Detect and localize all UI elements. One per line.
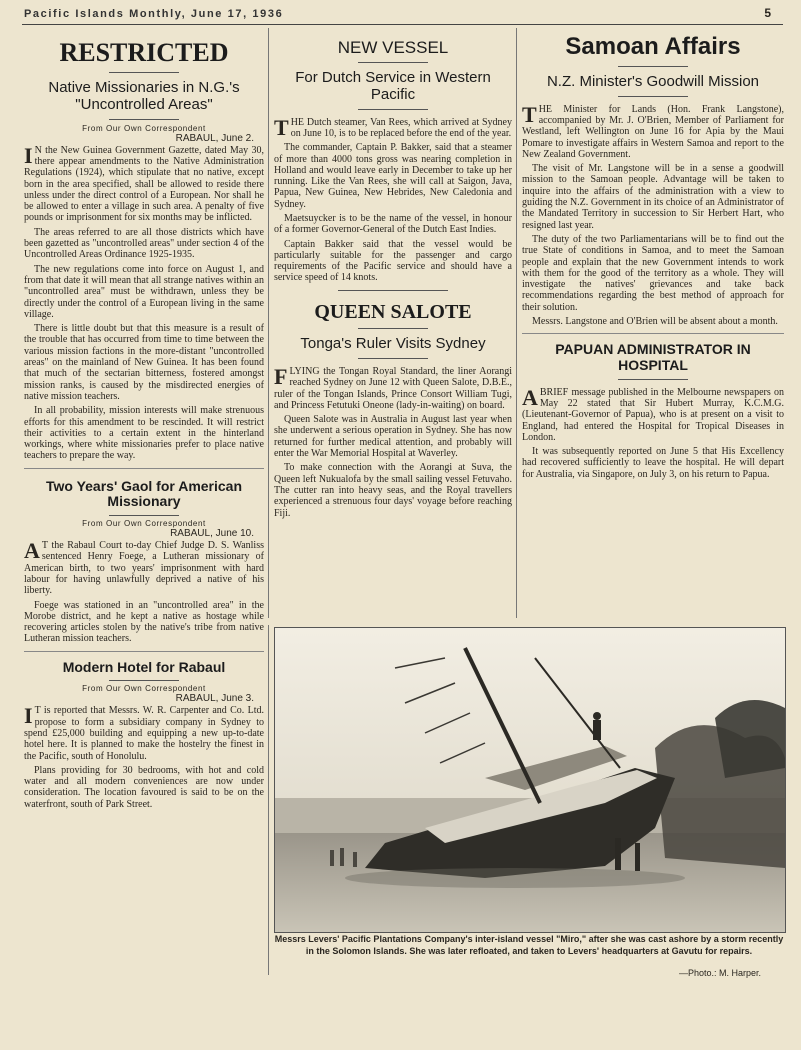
dateline: RABAUL, June 2. — [175, 132, 254, 144]
dateline: RABAUL, June 10. — [170, 528, 254, 540]
article-separator — [24, 468, 264, 469]
article-american-missionary — [24, 479, 264, 645]
article-paragraph: To make connection with the Aorangi at Suva, the Queen left Nukualofa by the small sailing vessel Fetuvaho. The cutter ran into heavy seas, and the Royal travellers experienced a strenuous four days' voyage before reaching Fiji. — [274, 462, 512, 519]
article-rabaul-hotel — [24, 660, 264, 810]
drop-cap: T — [522, 101, 537, 127]
article-paragraph: THE Dutch steamer, Van Rees, which arrived at Sydney on June 10, is to be replaced before the end of the year. — [274, 114, 512, 140]
article-kicker: Samoan Affairs — [565, 33, 741, 60]
headline-rule — [109, 72, 179, 73]
article-kicker: NEW VESSEL — [337, 38, 449, 57]
page-number: 5 — [764, 6, 771, 20]
article-paragraph: Plans providing for 30 bedrooms, with hot and cold water and all modern conveniences are now under consideration. The location favoured is said to be on the waterfront, south of Park Street. — [24, 764, 264, 810]
article-title: Tonga's Ruler Visits Sydney — [300, 335, 486, 353]
article-paragraph: Messrs. Langstone and O'Brien will be absent about a month. — [532, 316, 778, 328]
headline-rule — [109, 119, 179, 120]
drop-cap: I — [24, 703, 33, 729]
photo-caption: Messrs Levers' Pacific Plantations Company's inter-island vessel "Miro," after she was cast ashore by a storm recently in the Solomon Islands. She was later refloated, and taken to Levers' headquarters at Gavutu for repairs. — [274, 934, 784, 956]
column-1 — [24, 28, 264, 813]
article-papuan-administrator — [522, 342, 784, 480]
running-header: Pacific Islands Monthly, June 17, 1936 — [24, 8, 284, 20]
article-paragraph: The areas referred to are all those districts which have been gazetted as "uncontrolled areas" under section 4 of the Uncontrolled Areas Ordinance 1925-1935. — [24, 226, 264, 261]
article-paragraph: ABRIEF message published in the Melbourne newspapers on May 22 stated that Sir Hubert Murray, K.C.M.G. (Lieutenant-Governor of Papua), who is at present on a visit to England, had entered the Hospital for Tropical Diseases in London. — [522, 384, 784, 443]
headline-rule — [109, 515, 179, 516]
ship-ashore-illustration — [275, 628, 785, 932]
article-paragraph: A T the Rabaul Court to-day Chief Judge D. S. Wanliss sentenced Henry Foege, a Lutheran missionary of American birth, to two years' imprisonment with hard labour for having unlawfully deprived a native of his liberty. — [24, 538, 264, 597]
article-paragraph: The visit of Mr. Langstone will be in a sense a goodwill mission to the Samoan people. Advantage will be taken to inquire into the affairs of the administration with a view to guiding the N.Z. Government in its choice of an Administrator of the Mandated Territory in succession to Sir Herbert Hart, who resigned last year. — [522, 163, 784, 231]
byline: From Our Own Correspondent — [82, 123, 206, 133]
headline-rule — [109, 680, 179, 681]
article-paragraph: Foege was stationed in an "uncontrolled area" in the Morobe district, and he kept a native as hostage while recovering articles stolen by the native's tribe from native Lutheran mission teachers. — [24, 599, 264, 645]
photo-stranded-vessel — [274, 627, 786, 933]
column-3 — [522, 28, 784, 483]
column-divider — [268, 625, 269, 975]
drop-cap: F — [274, 363, 288, 389]
article-kicker: QUEEN SALOTE — [314, 300, 472, 323]
headline-rule — [618, 379, 688, 380]
drop-cap: I — [24, 142, 33, 168]
drop-cap: T — [274, 114, 289, 140]
byline: From Our Own Correspondent — [82, 684, 206, 694]
article-paragraph: It was subsequently reported on June 5 that His Excellency had recovered sufficiently to leave the hospital. He will depart for Australia, via Singapore, on July 3, on his return to Papua. — [522, 446, 784, 480]
article-title: N.Z. Minister's Goodwill Mission — [546, 72, 760, 90]
article-title: Two Years' Gaol for American Missionary — [45, 477, 243, 510]
article-paragraph: There is little doubt but that this measure is a result of the trouble that has occurred from time to time between the various mission factions in the more-distant "uncontrolled areas" on the mainland of New Guinea. It has been found that much of the sectarian bitterness, fostered amongst mission ranks, is caused by the misdirected energies of native mission teachers. — [24, 323, 264, 402]
article-paragraph: The duty of the two Parliamentarians will be to find out the true State of conditions in Samoa, and to meet the Samoan people and explain that the new Government intends to work with them for the good of the territory as a whole. They will investigate the natives' grievances and take back recommendations regarding the best method of approach for their solution. — [522, 233, 784, 313]
column-divider — [268, 28, 269, 618]
article-title: PAPUAN ADMINISTRATOR IN HOSPITAL — [555, 341, 751, 373]
dateline: RABAUL, June 3. — [175, 693, 254, 705]
article-paragraph: Maetsuycker is to be the name of the vessel, in honour of a former Governor-General of the Dutch East Indies. — [274, 213, 512, 236]
drop-cap: A — [24, 538, 40, 564]
article-paragraph: In all probability, mission interests will make strenuous efforts for this amendment to be rescinded. It will restrict their activities to a certain extent in the hinterland workings, where white missionaries prefer to place native teachers to prepare the way. — [24, 405, 264, 462]
article-separator — [24, 651, 264, 652]
article-title: Native Missionaries in N.G.'s "Uncontrolled Areas" — [48, 79, 240, 113]
column-2 — [274, 28, 512, 522]
article-paragraph: FLYING the Tongan Royal Standard, the liner Aorangi reached Sydney on June 12 with Queen Salote, D.B.E., ruler of the Tongan Islands, Prince Consort William Tugi, and Princess Fetutuki Oneone (lady-in-waiting) on board. — [274, 363, 512, 411]
article-paragraph: I T is reported that Messrs. W. R. Carpenter and Co. Ltd. propose to form a subsidiary company in Sydney to spend £25,000 building and equipping a new up-to-date hotel here. It is planned to make the hostelry the finest in the Pacific, south of Honolulu. — [24, 703, 264, 762]
article-paragraph: Queen Salote was in Australia in August last year when she underwent a serious operation in Sydney. She has now returned for further medical attention, and probably will enter the War Memorial Hospital at Waverley. — [274, 414, 512, 460]
article-paragraph: Captain Bakker said that the vessel would be particularly suitable for the passenger and cargo requirements of the Pacific service and should have a service speed of 14 knots. — [274, 238, 512, 284]
article-paragraph: THE Minister for Lands (Hon. Frank Langstone), accompanied by Mr. J. O'Brien, Member of Parliament for Westland, left Wellington on June 16 for Apia by the Maui Pomare to investigate affairs in Western Samoa and report to the New Zealand Government. — [522, 101, 784, 160]
headline-rule — [358, 328, 428, 329]
article-native-missionaries — [24, 38, 264, 462]
headline-rule — [358, 358, 428, 359]
article-samoan-affairs — [522, 34, 784, 327]
photo-credit: —Photo.: M. Harper. — [678, 968, 761, 978]
column-divider — [516, 28, 517, 618]
headline-rule — [618, 96, 688, 97]
article-separator — [522, 333, 784, 334]
article-new-vessel — [274, 38, 512, 284]
article-title: Modern Hotel for Rabaul — [62, 658, 226, 675]
article-paragraph: The commander, Captain P. Bakker, said that a steamer of more than 4000 tons gross was nearing completion in Holland and would leave early in December to take up her running. Like the Van Rees, she will call at Saigon, Java, Papua, New Guinea, New Hebrides, New Caledonia and Sydney. — [274, 142, 512, 210]
article-kicker: RESTRICTED — [59, 38, 229, 67]
article-title: For Dutch Service in Western Pacific — [295, 69, 491, 103]
article-separator — [338, 290, 448, 291]
header-rule — [22, 24, 783, 25]
headline-rule — [618, 66, 688, 67]
article-paragraph: The new regulations come into force on August 1, and from that date it will mean that all strange natives within an "uncontrolled area" must be withdrawn, unless they be directly under the control of a European living in the same village. — [24, 263, 264, 320]
headline-rule — [358, 109, 428, 110]
byline: From Our Own Correspondent — [82, 519, 206, 529]
drop-cap: A — [522, 384, 538, 410]
headline-rule — [358, 62, 428, 63]
article-queen-salote — [274, 301, 512, 519]
article-paragraph: I N the New Guinea Government Gazette, dated May 30, there appear amendments to the Native Administration Regulations (1924), which stipulate that no native, except born in the area specified, shall be allowed to reside there unless under the direct control of a European. Nor shall he be allowed to enter a village in such area. A penalty of five pounds or imprisonment for six months may be inflicted. — [24, 142, 264, 224]
